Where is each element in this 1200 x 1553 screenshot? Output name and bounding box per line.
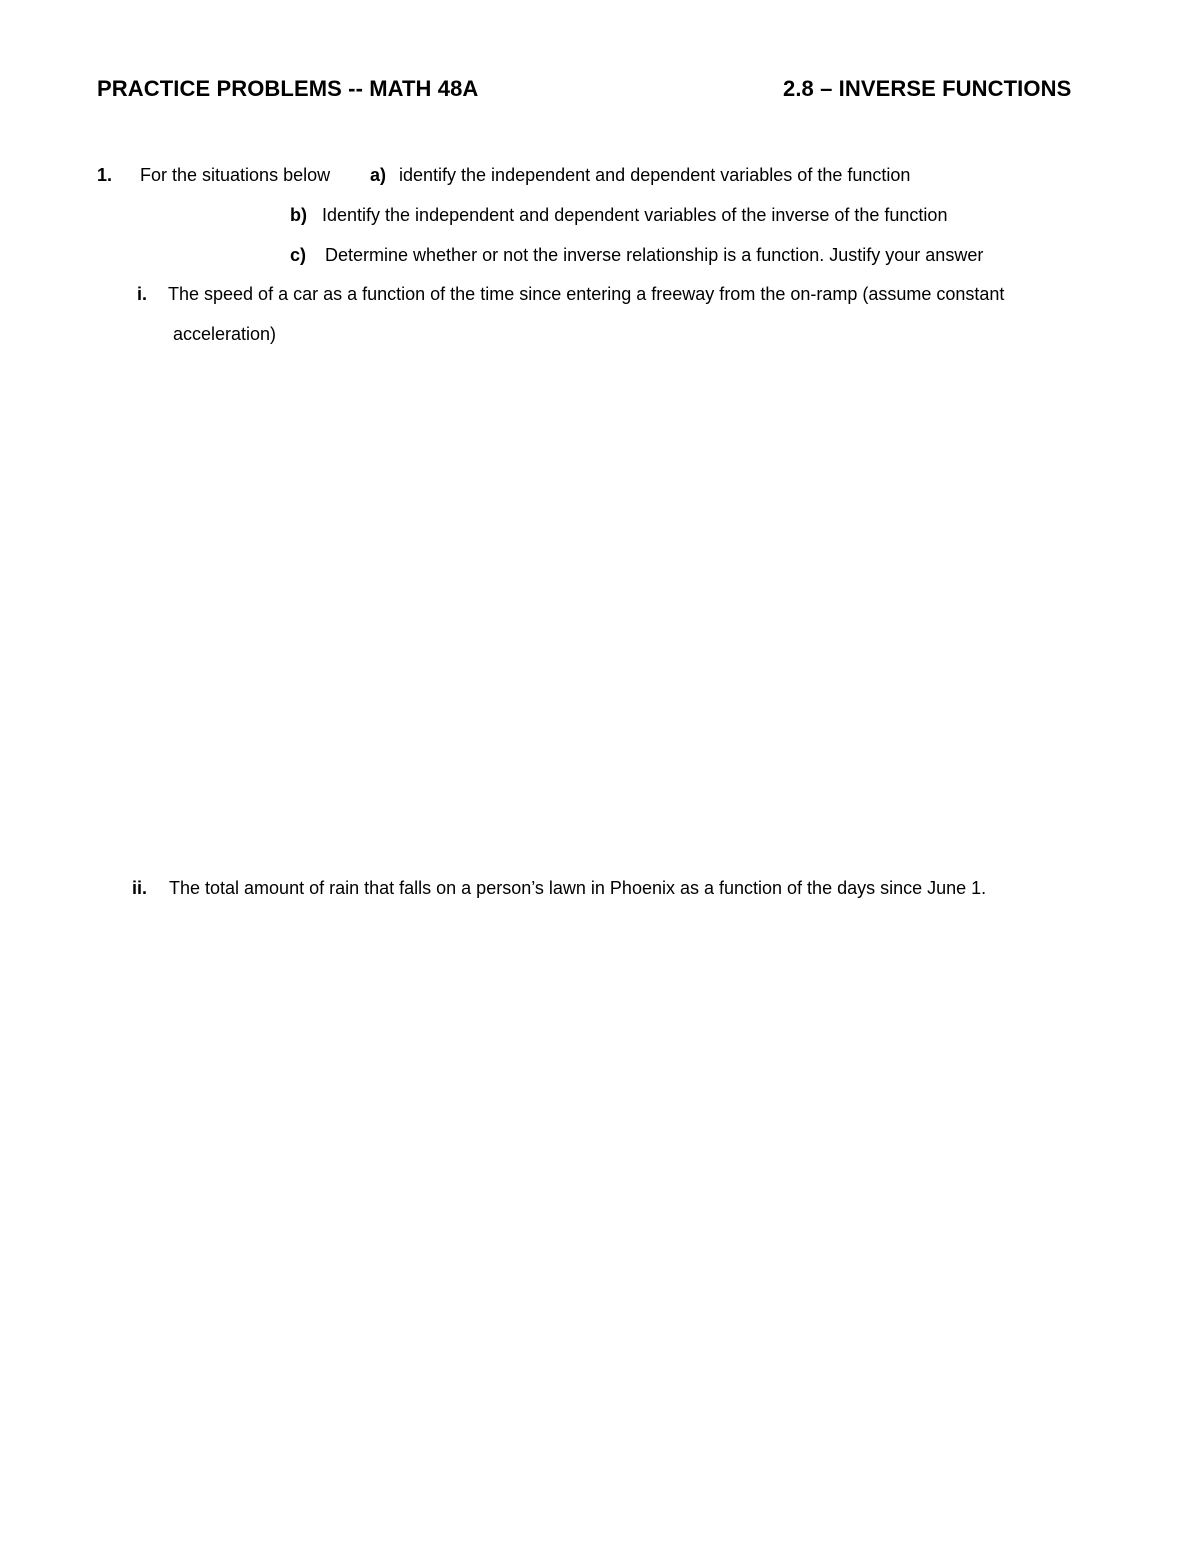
part-b-text: Identify the independent and dependent variables of the inverse of the function <box>322 205 948 225</box>
section-title: 2.8 – INVERSE FUNCTIONS <box>783 76 1072 101</box>
question-intro: For the situations below <box>140 165 331 185</box>
situation-i-text-continued: acceleration) <box>173 324 277 344</box>
document-title: PRACTICE PROBLEMS -- MATH 48A <box>97 76 479 101</box>
situation-ii-text: The total amount of rain that falls on a person’s lawn in Phoenix as a function of the days since June 1. <box>169 878 987 898</box>
question-number: 1. <box>97 165 113 185</box>
situation-i-text: The speed of a car as a function of the time since entering a freeway from the on-ramp (assume constant <box>168 284 1005 304</box>
part-c-text: Determine whether or not the inverse relationship is a function. Justify your answer <box>325 245 984 265</box>
part-a-label: a) <box>370 165 387 185</box>
situation-ii-label: ii. <box>132 878 148 898</box>
situation-i-label: i. <box>137 284 148 304</box>
part-c-label: c) <box>290 245 307 265</box>
part-b-label: b) <box>290 205 307 225</box>
part-a-text: identify the independent and dependent variables of the function <box>399 165 911 185</box>
